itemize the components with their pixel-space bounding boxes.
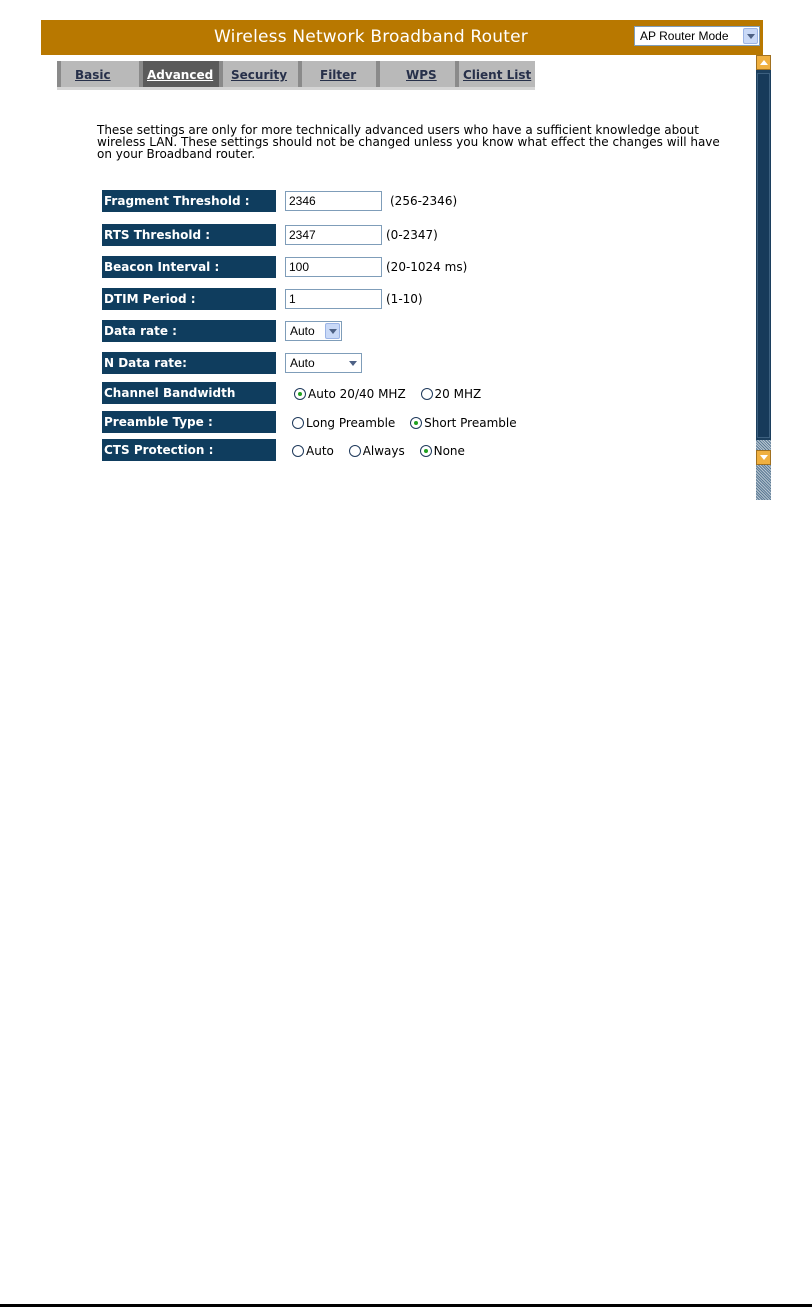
radio-unchecked-icon[interactable] <box>292 417 304 429</box>
rts-threshold-label: RTS Threshold : <box>102 224 276 246</box>
row-dtim-period <box>102 288 702 310</box>
channel-bandwidth-group <box>294 386 492 401</box>
cts-protection-group <box>292 443 476 458</box>
scroll-thumb[interactable] <box>757 73 770 438</box>
row-preamble-type <box>102 411 702 433</box>
radio-checked-icon[interactable] <box>294 388 306 400</box>
row-fragment-threshold <box>102 190 702 212</box>
radio-cts-always[interactable]: Always <box>349 444 405 458</box>
row-n-data-rate <box>102 352 702 374</box>
vertical-scrollbar[interactable] <box>756 55 771 465</box>
dtim-period-input[interactable]: 1 <box>285 289 382 309</box>
scroll-up-icon[interactable] <box>756 55 771 70</box>
tab-client-list[interactable]: Client List <box>455 61 535 88</box>
preamble-type-label: Preamble Type : <box>102 411 276 433</box>
rts-threshold-hint: (0-2347) <box>386 228 438 242</box>
tab-bar-shadow <box>57 87 535 90</box>
preamble-type-group <box>292 415 528 430</box>
radio-auto-20-40[interactable]: Auto 20/40 MHZ <box>294 387 406 401</box>
radio-20mhz[interactable]: 20 MHZ <box>421 387 482 401</box>
tab-filter[interactable]: Filter <box>298 61 376 88</box>
n-data-rate-label: N Data rate: <box>102 352 276 374</box>
n-data-rate-value: Auto <box>290 356 315 370</box>
tab-bar <box>57 61 535 88</box>
radio-cts-auto[interactable]: Auto <box>292 444 334 458</box>
n-data-rate-select[interactable] <box>285 353 362 373</box>
channel-bandwidth-label: Channel Bandwidth <box>102 382 276 404</box>
row-channel-bandwidth <box>102 382 702 404</box>
beacon-interval-label: Beacon Interval : <box>102 256 276 278</box>
tab-wps[interactable]: WPS <box>376 61 455 88</box>
chevron-down-icon[interactable] <box>325 323 340 339</box>
fragment-threshold-input[interactable]: 2346 <box>285 191 382 211</box>
mode-select-value: AP Router Mode <box>640 29 729 43</box>
radio-unchecked-icon[interactable] <box>349 445 361 457</box>
mode-select[interactable] <box>634 26 760 46</box>
tab-advanced[interactable]: Advanced <box>139 61 219 88</box>
intro-text: These settings are only for more technically advanced users who have a sufficient knowledge about wireless LAN. These settings should not be changed unless you know what effect the changes will have on your Broadband router. <box>97 123 720 161</box>
radio-checked-icon[interactable] <box>410 417 422 429</box>
beacon-interval-hint: (20-1024 ms) <box>386 260 468 274</box>
tab-security[interactable]: Security <box>219 61 298 88</box>
fragment-threshold-label: Fragment Threshold : <box>102 190 276 212</box>
dtim-period-label: DTIM Period : <box>102 288 276 310</box>
data-rate-label: Data rate : <box>102 320 276 342</box>
beacon-interval-input[interactable]: 100 <box>285 257 382 277</box>
cts-protection-label: CTS Protection : <box>102 439 276 461</box>
radio-cts-none[interactable]: None <box>420 444 465 458</box>
row-rts-threshold <box>102 224 702 246</box>
radio-checked-icon[interactable] <box>420 445 432 457</box>
row-data-rate <box>102 320 702 342</box>
scroll-down-icon[interactable] <box>756 450 771 465</box>
header-bar <box>41 20 763 55</box>
data-rate-value: Auto <box>290 324 315 338</box>
row-beacon-interval <box>102 256 702 278</box>
radio-long-preamble[interactable]: Long Preamble <box>292 416 395 430</box>
fragment-threshold-hint: (256-2346) <box>390 194 458 208</box>
page-bottom-rule <box>0 1304 812 1307</box>
chevron-down-icon[interactable] <box>345 355 360 371</box>
rts-threshold-input[interactable]: 2347 <box>285 225 382 245</box>
radio-unchecked-icon[interactable] <box>421 388 433 400</box>
row-cts-protection <box>102 439 702 461</box>
page-title: Wireless Network Broadband Router <box>214 27 528 47</box>
chevron-down-icon[interactable] <box>743 28 758 44</box>
radio-short-preamble[interactable]: Short Preamble <box>410 416 516 430</box>
data-rate-select[interactable] <box>285 321 342 341</box>
tab-basic[interactable]: Basic <box>57 61 139 88</box>
dtim-period-hint: (1-10) <box>386 292 423 306</box>
scroll-track[interactable] <box>756 440 771 500</box>
radio-unchecked-icon[interactable] <box>292 445 304 457</box>
